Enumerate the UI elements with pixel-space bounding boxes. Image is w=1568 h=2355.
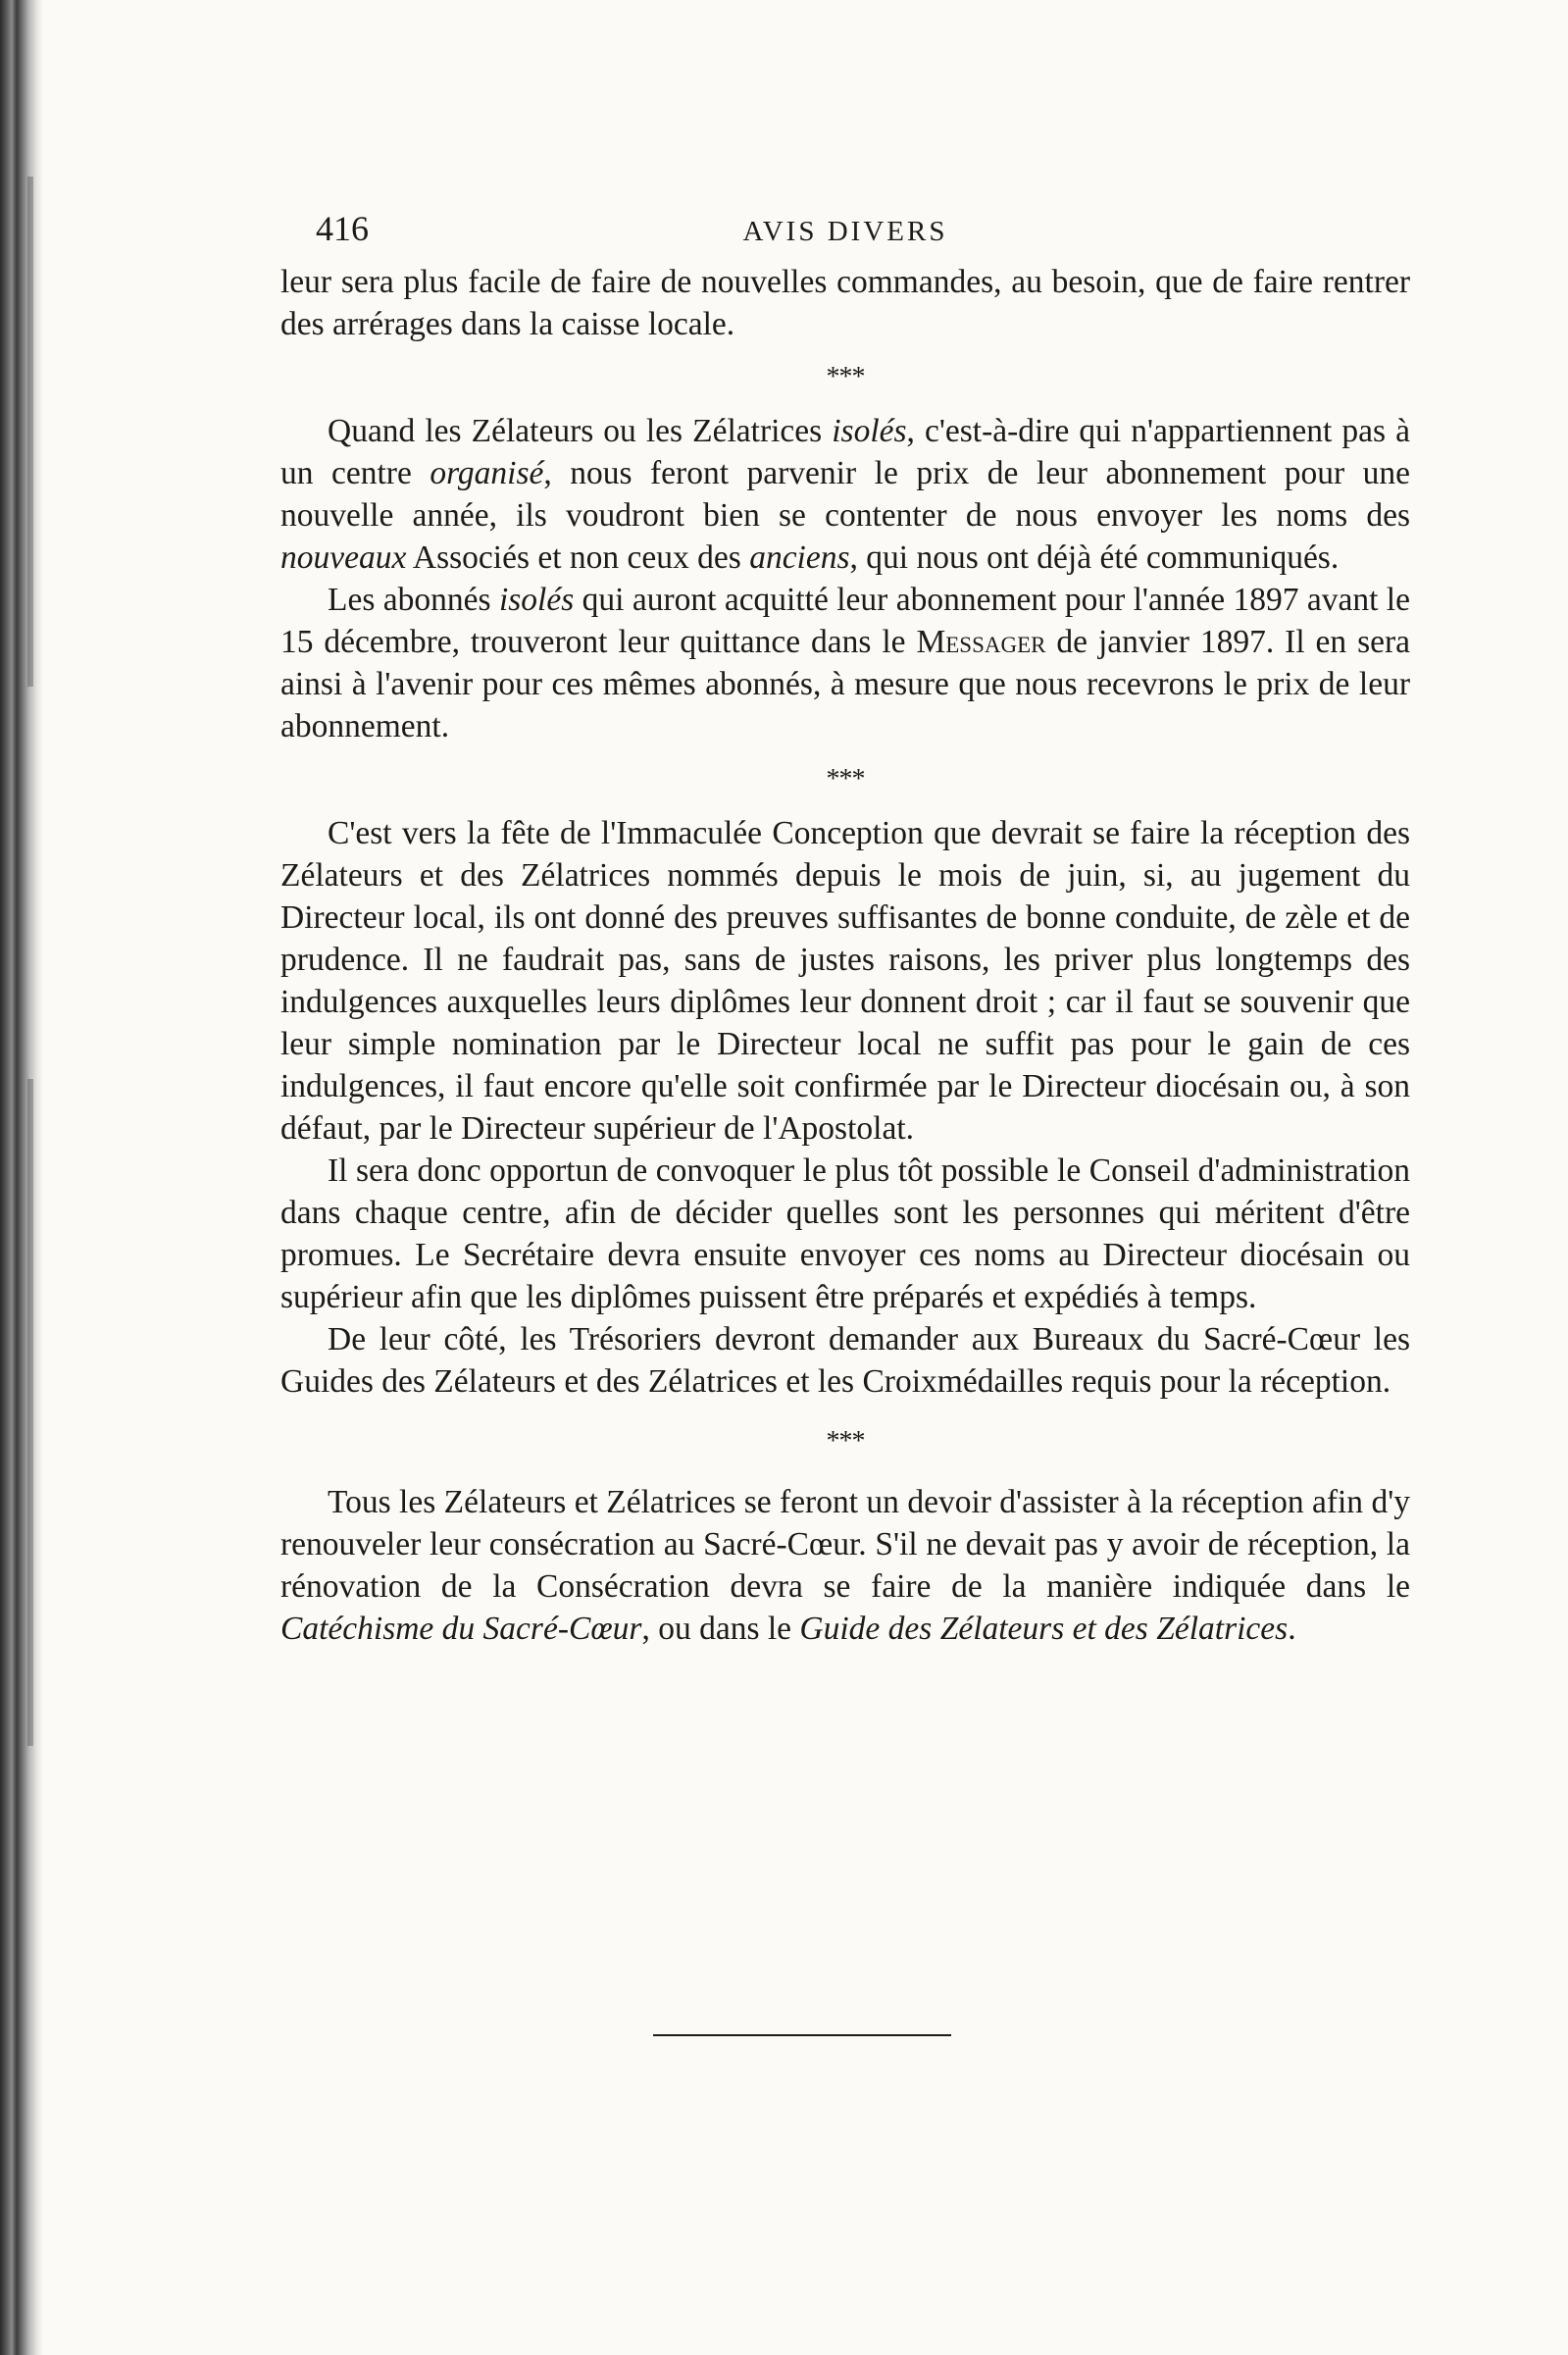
paragraph-reception: [280, 812, 1410, 1150]
section-separator: [280, 345, 1410, 410]
paragraph-continuation: [280, 261, 1410, 345]
smallcaps-run: Messager: [916, 624, 1046, 660]
binding-streak: [27, 177, 33, 687]
text-run: qui auront acquitté leur abonnement pour l'année 1897 avant le 15 décembre, trouveront leur quittance dans le: [280, 582, 1410, 660]
italic-run: isolés: [498, 582, 575, 618]
running-head: [280, 204, 1410, 259]
asterism: ***: [826, 362, 865, 392]
paragraph-tresoriers: [280, 1318, 1410, 1403]
text-run: Associés et non ceux des: [406, 539, 750, 576]
paragraph-text: De leur côté, les Trésoriers devront demander aux Bureaux du Sacré-Cœur les Guides des Zélateurs et des Zélatrices et les Croixmédailles requis pour la réception.: [280, 1321, 1410, 1400]
text-run: , qui nous ont déjà été communiqués.: [849, 539, 1340, 576]
page-number: 416: [316, 209, 369, 248]
text-run: .: [1288, 1611, 1296, 1647]
italic-run: organisé: [430, 455, 544, 491]
page: [280, 204, 1410, 1650]
text-run: , c'est-à-dire qui n'appartiennent pas à un centre: [280, 413, 1410, 491]
end-rule: [653, 2034, 951, 2036]
text-run: de janvier 1897. Il en sera ainsi à l'avenir pour ces mêmes abonnés, à mesure que nous recevrons le prix de leur abonnement.: [280, 624, 1411, 744]
running-title: AVIS DIVERS: [742, 216, 948, 247]
italic-run: Guide des Zélateurs et des Zélatrices: [799, 1611, 1289, 1647]
text-run: Tous les Zélateurs et Zélatrices se feront un devoir d'assister à la réception afin d'y renouveler leur consécration au Sacré-Cœur. S'il ne devait pas y avoir de réception, la rénovation de la Consécration devra se faire de la manière indiquée dans le: [280, 1484, 1410, 1605]
asterism: ***: [826, 764, 865, 794]
italic-run: nouveaux: [280, 539, 407, 576]
text-run: Les abonnés: [328, 582, 499, 618]
paragraph-renovation: [280, 1481, 1410, 1650]
paragraph-text: Il sera donc opportun de convoquer le plus tôt possible le Conseil d'administration dans chaque centre, afin de décider quelles sont les personnes qui méritent d'être promues. Le Secrétaire devra ensuite envoyer ces noms au Directeur diocésain ou supérieur afin que les diplômes puissent être préparés et expédiés à temps.: [280, 1152, 1410, 1315]
text-run: , ou dans le: [641, 1611, 800, 1647]
paragraph-text: leur sera plus facile de faire de nouvelles commandes, au besoin, que de faire rentrer des arrérages dans la caisse locale.: [280, 264, 1410, 342]
paragraph-text: C'est vers la fête de l'Immaculée Conception que devrait se faire la réception des Zélateurs et des Zélatrices nommés depuis le mois de juin, si, au jugement du Directeur local, ils ont donné des preuves suffisantes de bonne conduite, de zèle et de prudence. Il ne faudrait pas, sans de justes raisons, les priver plus longtemps des indulgences auxquelles leurs diplômes leur donnent droit ; car il faut se souvenir que leur simple nomination par le Directeur local ne suffit pas pour le gain de ces indulgences, il faut encore qu'elle soit confirmée par le Directeur diocésain ou, à son défaut, par le Directeur supérieur de l'Apostolat.: [280, 815, 1410, 1147]
binding-streak: [27, 1079, 33, 1746]
paragraph-conseil: [280, 1150, 1410, 1318]
section-separator: [280, 747, 1410, 812]
text-run: Quand les Zélateurs ou les Zélatrices: [328, 413, 833, 449]
section-separator: [280, 1403, 1410, 1481]
paragraph-isolated-zelateurs: [280, 410, 1410, 579]
asterism: ***: [826, 1426, 865, 1457]
italic-run: Catéchisme du Sacré-Cœur: [280, 1611, 642, 1647]
text-run: , nous feront parvenir le prix de leur abonnement pour une nouvelle année, ils voudront bien se contenter de nous envoyer les noms des: [280, 455, 1411, 534]
binding-edge: [0, 0, 43, 2355]
paragraph-isolated-subscribers: [280, 579, 1410, 747]
italic-run: isolés: [832, 413, 907, 449]
italic-run: anciens: [749, 539, 850, 576]
